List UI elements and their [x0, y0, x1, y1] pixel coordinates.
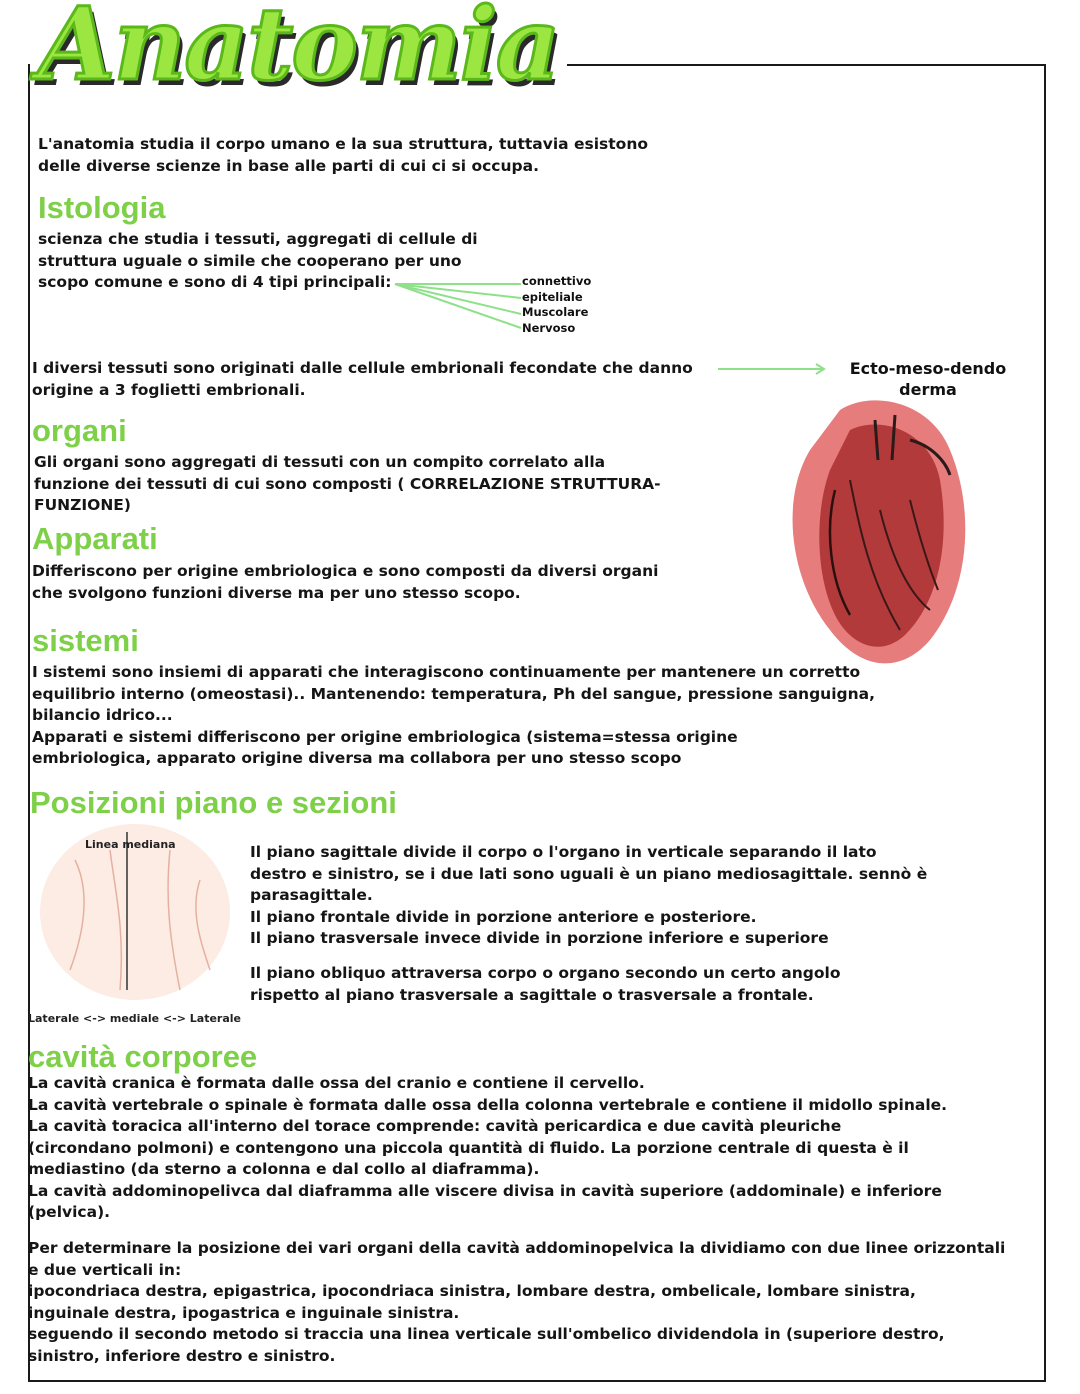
piano-obliquo-text: Il piano obliquo attraversa corpo o organo secondo un certo angolo rispetto al piano trasversale a sagittale o trasversale a frontale.: [250, 964, 841, 1004]
istologia-text: scienza che studia i tessuti, aggregati di cellule di struttura uguale o simile che cooperano per uno scopo comune e sono di 4 tipi principali:: [38, 230, 478, 291]
list-item: Muscolare: [522, 305, 589, 319]
sistemi-heading: sistemi: [32, 623, 139, 658]
organi-text: Gli organi sono aggregati di tessuti con un compito correlato alla funzione dei tessuti di cui sono composti ( CORRELAZIONE STRUTTURA- FUNZIONE): [34, 453, 661, 514]
cavita-text: La cavità cranica è formata dalle ossa del cranio e contiene il cervello. La cavità vertebrale o spinale è formata dalle ossa della colonna vertebrale e contiene il midollo spinale. La cavità toracica all'interno del torace comprende: cavità pericardica e due cavità pleuriche (circondano polmoni) e contengono una piccola quantità di fluido. La porzione centrale di questa è il mediastino (da sterno a colonna e dal collo al diaframma). La cavità addominopelivca dal diaframma alle viscere divisa in cavità superiore (addominale) e inferiore (pelvica).: [28, 1074, 948, 1221]
posizioni-heading: Posizioni piano e sezioni: [30, 785, 397, 820]
list-item: connettivo: [522, 274, 592, 288]
apparati-heading: Apparati: [32, 521, 158, 556]
sistemi-text: I sistemi sono insiemi di apparati che interagiscono continuamente per mantenere un corretto equilibrio interno (omeostasi).. Mantenendo: temperatura, Ph del sangue, pressione sanguigna, bilancio idrico... Apparati e sistemi differiscono per origine embriologica (sistema=stessa origine embriologica, apparato origine diversa ma collabora per uno stesso scopo: [32, 663, 875, 767]
organi-heading: organi: [32, 413, 127, 448]
list-item: epiteliale: [522, 289, 583, 304]
heart-icon: [780, 390, 980, 680]
cavita-heading: cavità corporee: [28, 1039, 258, 1074]
arrow-right-icon: [718, 362, 830, 376]
direzioni-label: Laterale <-> mediale <-> Laterale: [28, 1012, 241, 1025]
branch-lines-icon: [395, 278, 525, 334]
intro-text: L'anatomia studia il corpo umano e la sua struttura, tuttavia esistono delle diverse scienze in base alle parti di cui ci si occupa.: [38, 135, 649, 175]
linea-mediana-label: Linea mediana: [85, 838, 176, 851]
apparati-text: Differiscono per origine embriologica e sono composti da diversi organi che svolgono funzioni diverse ma per uno stesso scopo.: [32, 562, 659, 602]
list-item: Nervoso: [522, 320, 576, 335]
tessuti-list: [522, 274, 591, 336]
regioni-text: Per determinare la posizione dei vari organi della cavità addominopelvica la dividiamo con due linee orizzontali e due verticali in: ipocondriaca destra, epigastrica, ipocondriaca sinistra, lombare destra, ombelicale, lombare sinistra, inguinale destra, ipogastrica e inguinale sinistra. seguendo il secondo metodo si traccia una linea verticale sull'ombelico dividendola in (superiore destro, sinistro, inferiore destro e sinistro.: [28, 1239, 1006, 1365]
foglietti-result: Ecto-meso-dendo derma: [849, 359, 1007, 399]
origine-text: I diversi tessuti sono originati dalle cellule embrionali fecondate che danno origine a 3 foglietti embrionali.: [32, 359, 693, 399]
piani-text: Il piano sagittale divide il corpo o l'organo in verticale separando il lato destro e sinistro, se i due lati sono uguali è un piano mediosagittale. sennò è parasagittale. Il piano frontale divide in porzione anteriore e posteriore. Il piano trasversale invece divide in porzione inferiore e superiore: [250, 843, 928, 947]
page-title: Anatomia: [30, 0, 567, 94]
istologia-heading: Istologia: [38, 190, 166, 225]
